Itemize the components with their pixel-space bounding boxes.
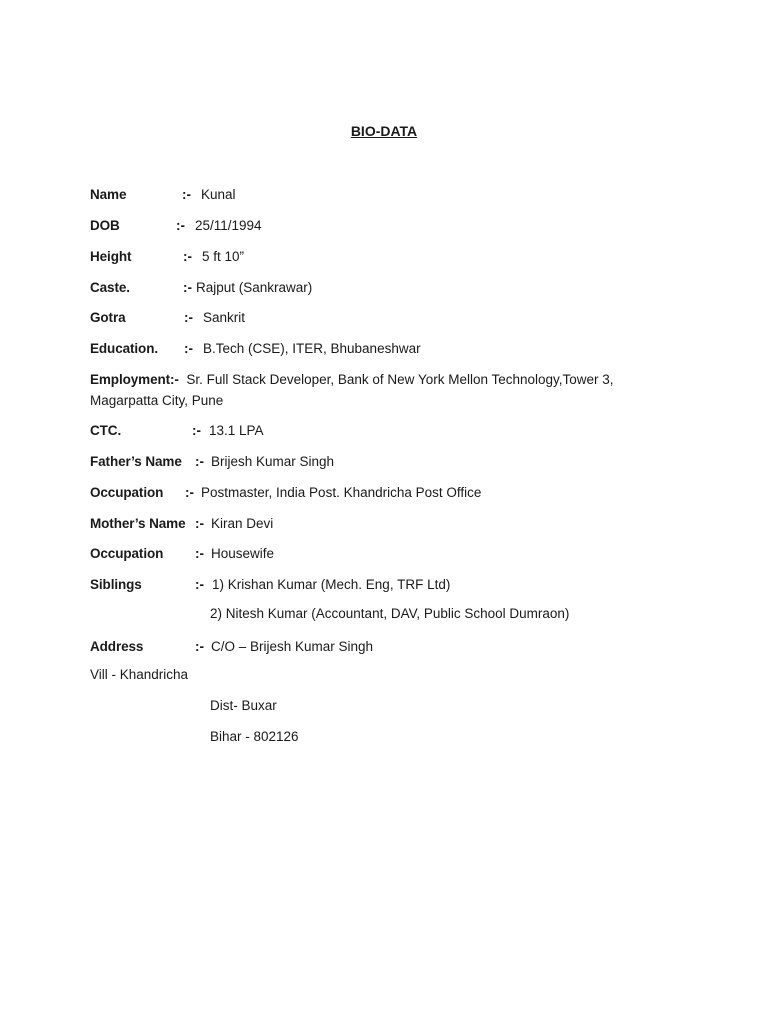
field-value: Rajput (Sankrawar) [196, 280, 313, 295]
field-value: Kunal [201, 187, 236, 202]
field-label: Name [90, 187, 127, 202]
field-label: CTC. [90, 423, 122, 438]
field-label: Gotra [90, 310, 126, 325]
field-separator: :- [176, 218, 185, 233]
field-separator: :- [182, 187, 191, 202]
field-value: Sr. Full Stack Developer, Bank of New York Mellon Technology,Tower 3, Magarpatta City, Pune [90, 372, 614, 408]
field-value: 25/11/1994 [195, 218, 262, 233]
field-separator: :- [184, 341, 193, 356]
field-separator: :- [183, 249, 192, 264]
field-value: B.Tech (CSE), ITER, Bhubaneshwar [203, 341, 421, 356]
field-employment [90, 369, 650, 411]
field-label: Siblings [90, 577, 142, 592]
field-separator: :- [195, 546, 204, 561]
field-label: Occupation [90, 485, 164, 500]
field-separator: :- [192, 423, 201, 438]
field-separator: :- [195, 577, 204, 592]
field-separator: :- [183, 280, 192, 295]
field-value: 13.1 LPA [209, 423, 264, 438]
field-value: Sankrit [203, 310, 246, 325]
field-label: DOB [90, 218, 120, 233]
address-line-state: Bihar - 802126 [210, 729, 299, 744]
field-value: 1) Krishan Kumar (Mech. Eng, TRF Ltd) [212, 577, 451, 592]
document-title: BIO-DATA [350, 123, 418, 139]
field-separator: :- [185, 485, 194, 500]
field-label: Employment:- [90, 372, 179, 387]
field-value: Housewife [211, 546, 275, 561]
field-value: Brijesh Kumar Singh [211, 454, 335, 469]
field-separator: :- [195, 639, 204, 654]
field-separator: :- [195, 454, 204, 469]
field-separator: :- [195, 516, 204, 531]
field-label: Height [90, 249, 132, 264]
field-value: Kiran Devi [211, 516, 274, 531]
field-label: Education. [90, 341, 159, 356]
field-separator: :- [184, 310, 193, 325]
field-siblings-second: 2) Nitesh Kumar (Accountant, DAV, Public School Dumraon) [210, 606, 570, 621]
field-label: Mother’s Name [90, 516, 186, 531]
field-label: Occupation [90, 546, 164, 561]
field-label: Caste. [90, 280, 130, 295]
address-line-village: Vill - Khandricha [90, 667, 189, 682]
field-value: C/O – Brijesh Kumar Singh [211, 639, 374, 654]
field-label: Father’s Name [90, 454, 182, 469]
address-line-district: Dist- Buxar [210, 698, 277, 713]
field-label: Address [90, 639, 144, 654]
field-value: 5 ft 10” [202, 249, 245, 264]
field-value: Postmaster, India Post. Khandricha Post Office [201, 485, 482, 500]
